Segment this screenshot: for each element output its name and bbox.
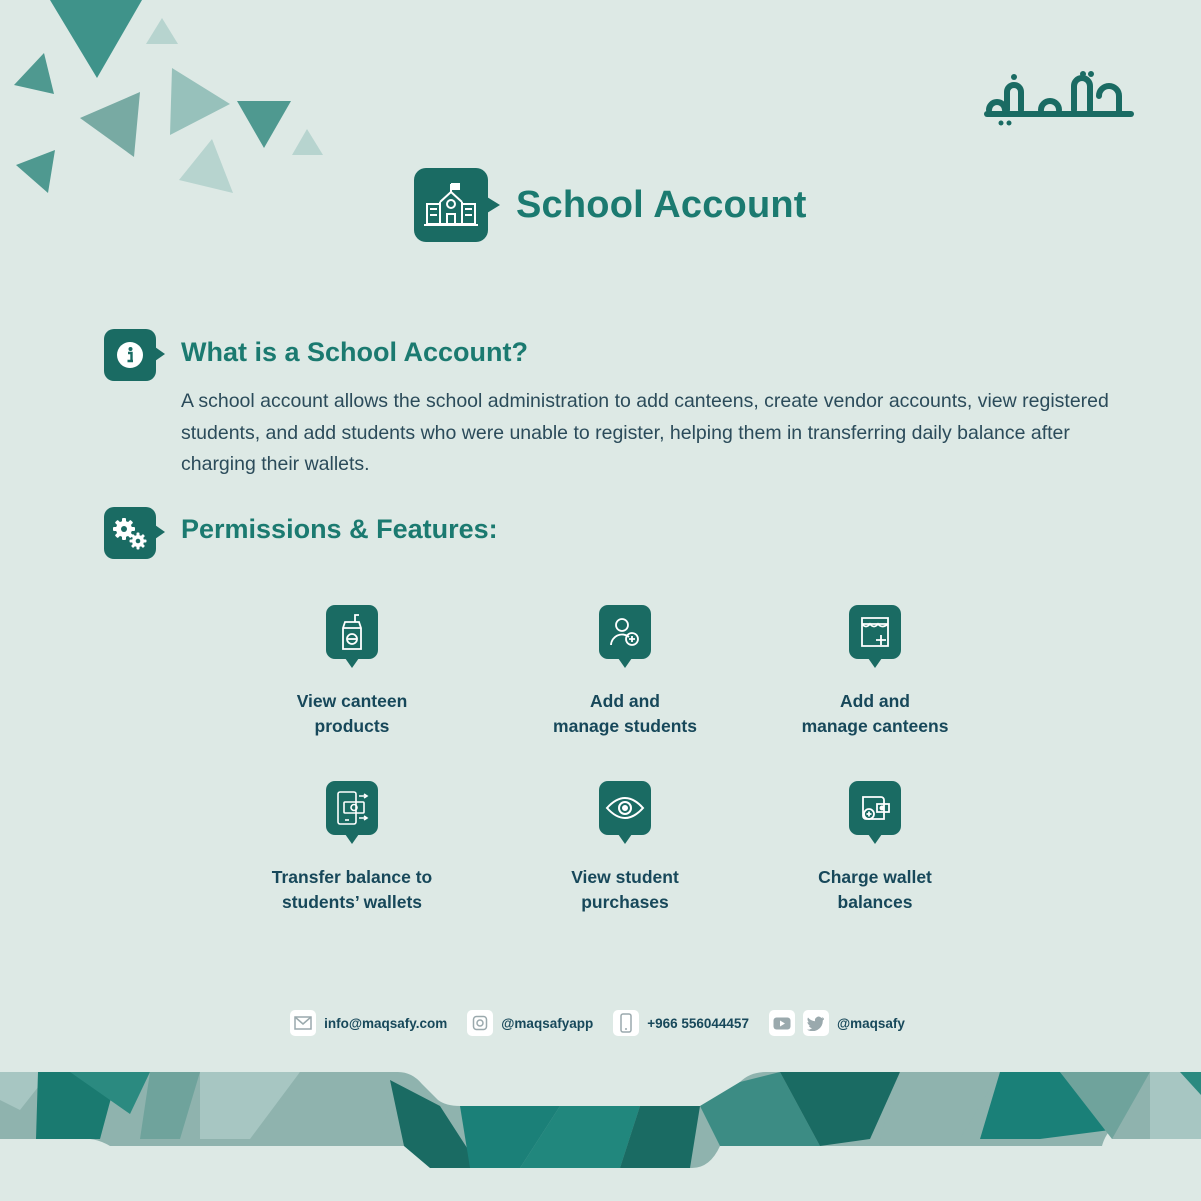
contact-instagram[interactable] xyxy=(467,1010,593,1036)
mail-icon xyxy=(290,1010,316,1036)
feature-label: View canteen products xyxy=(296,691,408,736)
feature-view-purchases xyxy=(505,781,745,915)
contact-email-text: info@maqsafy.com xyxy=(324,1015,448,1031)
contact-instagram-text: @maqsafyapp xyxy=(501,1015,594,1031)
section-permissions-icon-wrap xyxy=(104,507,156,559)
decorative-bottom-band xyxy=(0,1070,1201,1201)
section-body-what-is: A school account allows the school administration to add canteens, create vendor accounts, view registered students, and add students who were unable to register, helping them in transferring daily balance after charging their wallets. xyxy=(181,390,1109,475)
feature-manage-students xyxy=(505,605,745,739)
feature-label: Transfer balance to students’ wallets xyxy=(271,867,433,912)
contact-footer xyxy=(0,1008,1201,1038)
feature-view-canteen-products xyxy=(232,605,472,739)
feature-label: Add and manage students xyxy=(553,691,697,736)
brand-logo xyxy=(979,66,1141,126)
feature-transfer-balance xyxy=(232,781,472,915)
feature-manage-canteens xyxy=(755,605,995,739)
page-title: School Account xyxy=(516,183,807,226)
contact-email[interactable] xyxy=(290,1010,447,1036)
youtube-icon xyxy=(769,1010,795,1036)
wallet-add-icon xyxy=(849,781,901,835)
eye-icon xyxy=(599,781,651,835)
contact-phone-text: +966 556044457 xyxy=(647,1015,749,1031)
twitter-icon xyxy=(803,1010,829,1036)
contact-social-text: @maqsafy xyxy=(836,1015,905,1031)
page-header xyxy=(414,168,807,242)
contact-phone[interactable] xyxy=(613,1010,749,1036)
section-what-is-icon-wrap xyxy=(104,329,156,381)
feature-label: Charge wallet balances xyxy=(818,867,932,912)
section-heading-what-is: What is a School Account? xyxy=(181,337,529,367)
phone-transfer-icon xyxy=(326,781,378,835)
store-add-icon xyxy=(849,605,901,659)
gears-icon xyxy=(104,507,156,559)
instagram-icon xyxy=(467,1010,493,1036)
contact-social[interactable] xyxy=(769,1010,905,1036)
phone-icon xyxy=(613,1010,639,1036)
section-heading-permissions: Permissions & Features: xyxy=(181,514,498,544)
feature-charge-wallet xyxy=(755,781,995,915)
school-building-icon xyxy=(414,168,488,242)
info-icon xyxy=(104,329,156,381)
feature-label: View student purchases xyxy=(571,867,679,912)
decorative-triangles xyxy=(0,0,340,200)
add-user-icon xyxy=(599,605,651,659)
canteen-drink-icon xyxy=(326,605,378,659)
feature-label: Add and manage canteens xyxy=(801,691,949,736)
